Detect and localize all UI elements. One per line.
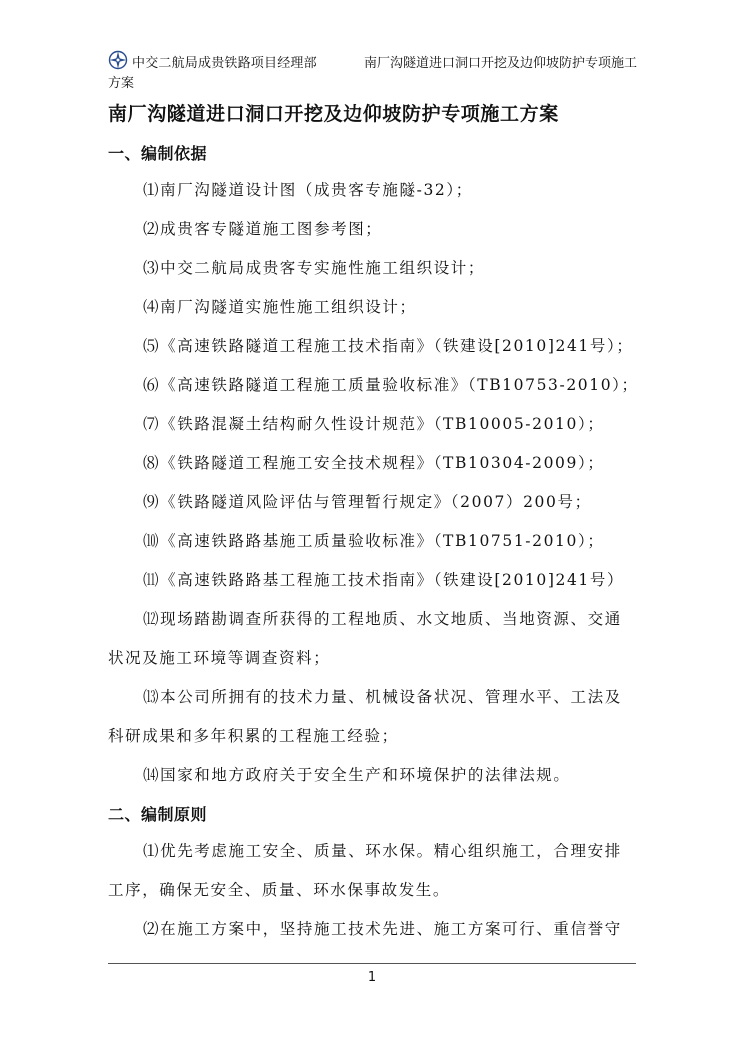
basis-item: ⑻《铁路隧道工程施工安全技术规程》（TB10304-2009）； <box>143 454 605 472</box>
section-heading-principles: 二、编制原则 <box>108 805 208 824</box>
page-number: 1 <box>367 970 377 985</box>
company-logo-icon <box>108 50 128 70</box>
principle-item-continued: 工序，确保无安全、质量、环水保事故发生。 <box>108 881 451 899</box>
basis-item: ⑴南厂沟隧道设计图（成贵客专施隧-32）； <box>143 181 473 199</box>
basis-item: ⑾《高速铁路路基工程施工技术指南》（铁建设[2010]241号） <box>143 571 625 589</box>
basis-item: ⒀本公司所拥有的技术力量、机械设备状况、管理水平、工法及 <box>143 688 622 706</box>
basis-item: ⑵成贵客专隧道施工图参考图； <box>143 220 383 238</box>
header-document-title: 南厂沟隧道进口洞口开挖及边仰坡防护专项施工 <box>364 56 638 71</box>
basis-item: ⑼《铁路隧道风险评估与管理暂行规定》（2007）200号； <box>143 493 592 511</box>
header-document-title-wrap: 方案 <box>108 76 135 91</box>
basis-item: ⑸《高速铁路隧道工程施工技术指南》（铁建设[2010]241号）； <box>143 337 634 355</box>
basis-item: ⑽《高速铁路路基施工质量验收标准》（TB10751-2010）； <box>143 532 605 550</box>
basis-item: ⑷南厂沟隧道实施性施工组织设计； <box>143 298 417 316</box>
basis-item: ⑹《高速铁路隧道工程施工质量验收标准》（TB10753-2010）； <box>143 376 639 394</box>
basis-item-continued: 科研成果和多年积累的工程施工经验； <box>108 727 399 745</box>
header-organization: 中交二航局成贵铁路项目经理部 <box>132 56 317 71</box>
principle-item: ⑵在施工方案中，坚持施工技术先进、施工方案可行、重信誉守 <box>143 920 622 938</box>
basis-item: ⒁国家和地方政府关于安全生产和环境保护的法律法规。 <box>143 766 571 784</box>
document-title: 南厂沟隧道进口洞口开挖及边仰坡防护专项施工方案 <box>108 103 559 125</box>
basis-item: ⑶中交二航局成贵客专实施性施工组织设计； <box>143 259 486 277</box>
basis-item: ⑺《铁路混凝土结构耐久性设计规范》（TB10005-2010）； <box>143 415 605 433</box>
section-heading-basis: 一、编制依据 <box>108 144 208 163</box>
basis-item-continued: 状况及施工环境等调查资料； <box>108 649 331 667</box>
principle-item: ⑴优先考虑施工安全、质量、环水保。精心组织施工，合理安排 <box>143 842 622 860</box>
basis-item: ⑿现场踏勘调查所获得的工程地质、水文地质、当地资源、交通 <box>143 610 622 628</box>
footer-divider <box>108 963 636 964</box>
